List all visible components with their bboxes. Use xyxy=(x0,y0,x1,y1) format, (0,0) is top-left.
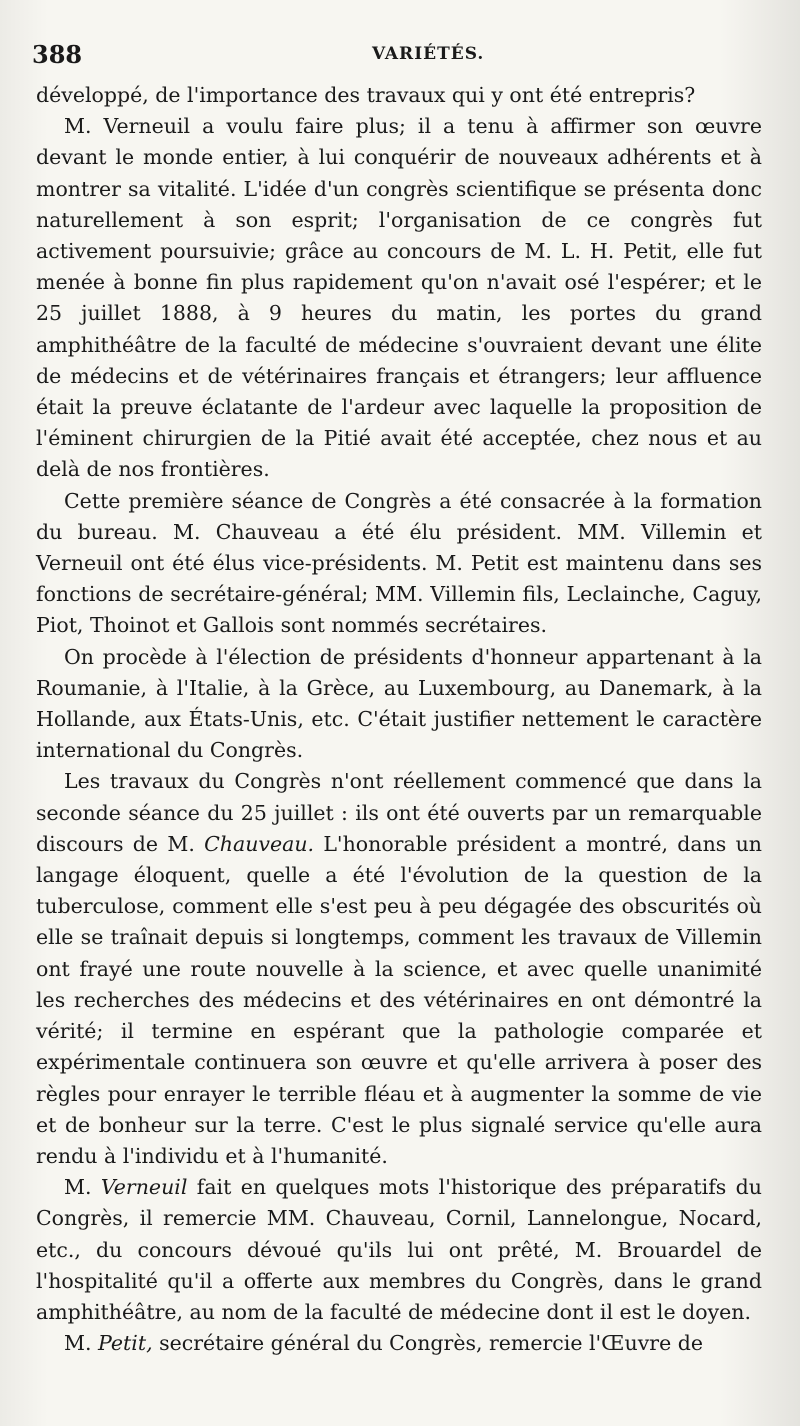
paragraph-first-session: Cette première séance de Congrès a été consacrée à la formation du bureau. M. Chauveau a été élu président. MM. Villemin et Verneuil ont été élus vice-présidents. M. Petit est maintenu dans ses fonctions de secrétaire-général; MM. Villemin fils, Leclainche, Caguy, Piot, Thoinot et Gallois sont nommés secrétaires. xyxy=(36,488,762,638)
page-header xyxy=(32,40,760,76)
emphasized-name: Petit, xyxy=(98,1331,153,1356)
text-run: secrétaire général du Congrès, remercie l'Œuvre de xyxy=(152,1331,703,1356)
running-title: VARIÉTÉS. xyxy=(372,44,485,64)
paragraph-continuation: développé, de l'importance des travaux qui y ont été entrepris? xyxy=(36,83,696,107)
text-run: L'honorable président a montré, dans un langage éloquent, quelle a été l'évolution de la question de la tuberculose, comment elle s'est peu à peu dégagée des obscurités où elle se traînait depuis si longtemps, comment les travaux de Villemin ont frayé une route nouvelle à la science, et avec quelle unanimité les recherches des médecins et des vétérinaires en ont démontré la vérité; il termine en espérant que la pathologie comparée et expérimentale continuera son œuvre et qu'elle arrivera à poser des règles pour enrayer le terrible fléau et à augmenter la somme de vie et de bonheur sur la terre. C'est le plus signalé service qu'elle aura rendu à l'individu et à l'humanité. xyxy=(36,831,762,1168)
page-number: 388 xyxy=(32,40,83,69)
paragraph-petit-thanks xyxy=(36,1328,762,1359)
text-run: M. xyxy=(64,1175,101,1200)
text-run: fait en quelques mots l'historique des préparatifs du Congrès, il remercie MM. Chauveau, Cornil, Lannelongue, Nocard, etc., du concours dévoué qu'ils lui ont prêté, M. Brouardel de l'hospitalité qu'il a offerte aux membres du Congrès, dans le grand amphithéâtre, au nom de la faculté de médecine dont il est le doyen. xyxy=(36,1175,763,1324)
emphasized-name: Verneuil xyxy=(100,1175,188,1200)
text-run: Les travaux du Congrès n'ont réellement commencé que dans la seconde séance du 25 juillet : ils ont été ouverts par un remarquable discours de M. xyxy=(36,769,762,856)
paragraph-chauveau-speech xyxy=(36,766,762,1172)
emphasized-name: Chauveau. xyxy=(204,831,315,856)
paragraph-honorary-presidents: On procède à l'élection de présidents d'honneur appartenant à la Roumanie, à l'Italie, à la Grèce, au Luxembourg, au Danemark, à la Hollande, aux États-Unis, etc. C'était justifier nettement le caractère international du Congrès. xyxy=(36,644,762,763)
body-text xyxy=(36,80,762,1359)
paragraph-congress-idea: M. Verneuil a voulu faire plus; il a tenu à affirmer son œuvre devant le monde entier, à lui conquérir de nouveaux adhérents et à montrer sa vitalité. L'idée d'un congrès scientifique se présenta donc naturellement à son esprit; l'organisation de ce congrès fut activement poursuivie; grâce au concours de M. L. H. Petit, elle fut menée à bonne fin plus rapidement qu'on n'avait osé l'espérer; et le 25 juillet 1888, à 9 heures du matin, les portes du grand amphithéâtre de la faculté de médecine s'ouvraient devant une élite de médecins et de vétérinaires français et étrangers; leur affluence était la preuve éclatante de l'ardeur avec laquelle la proposition de l'éminent chirurgien de la Pitié avait été acceptée, chez nous et au delà de nos frontières. xyxy=(36,114,762,482)
paragraph-verneuil-thanks xyxy=(36,1172,762,1328)
text-run: M. xyxy=(64,1331,99,1356)
